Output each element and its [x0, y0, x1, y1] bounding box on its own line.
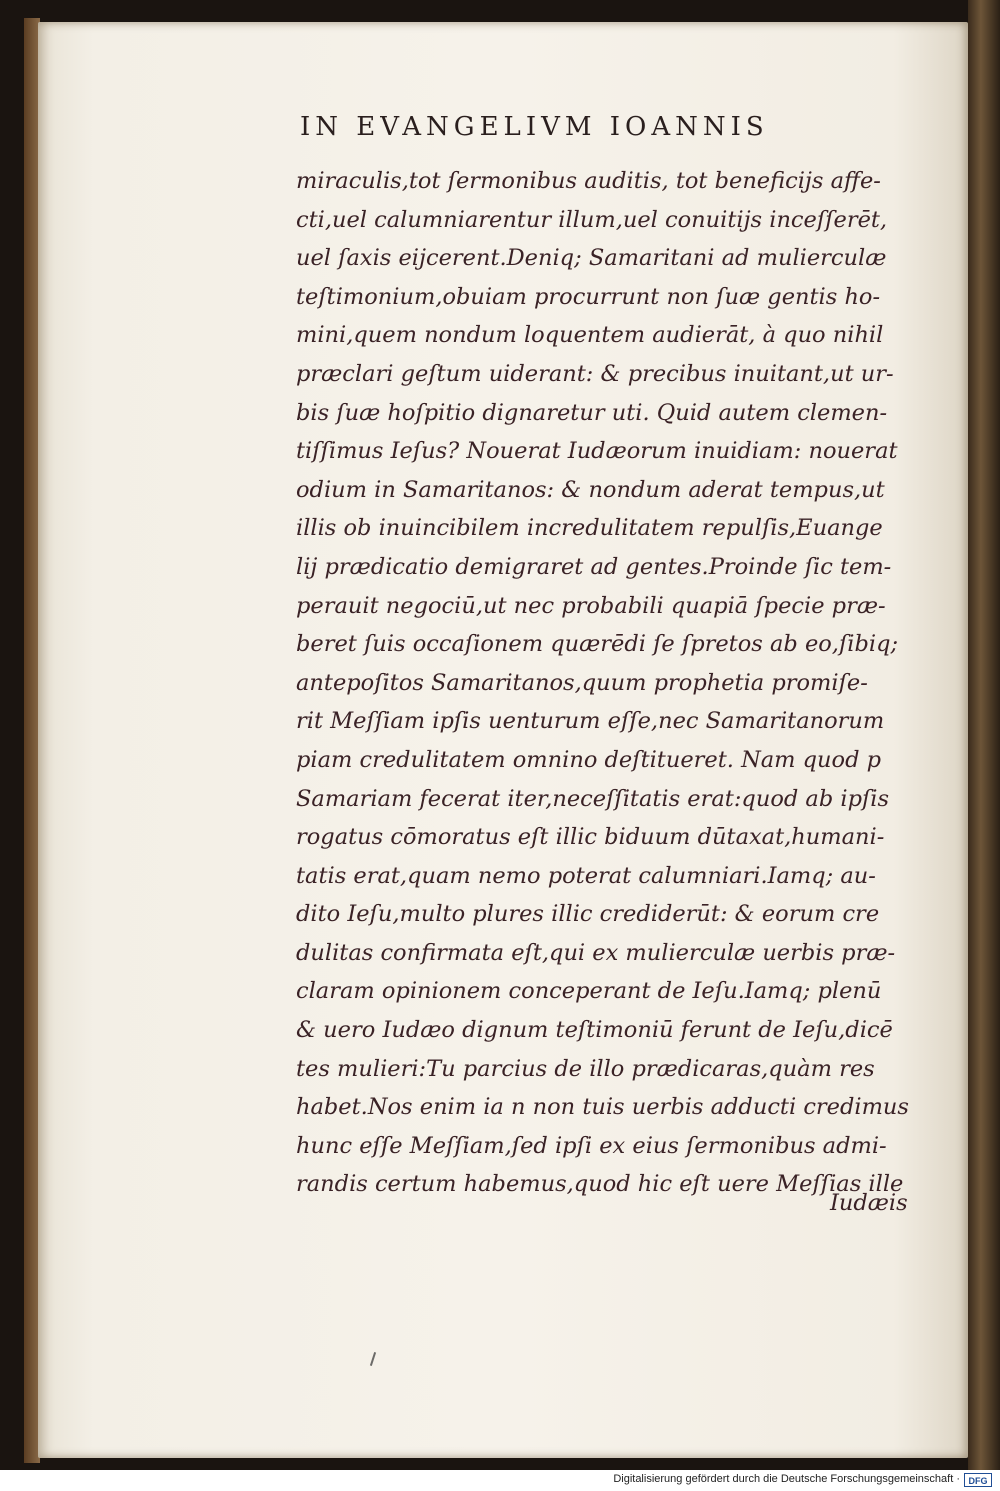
text-line: uel ſaxis eijcerent.Deniq; Samaritani ad mulierculæ	[296, 245, 887, 272]
text-line: rogatus cōmoratus eſt illic biduum dūtaxat,humani-	[296, 824, 885, 851]
text-line: tatis erat,quam nemo poterat calumniari.Iamq; au-	[296, 862, 876, 889]
dfg-logo-icon[interactable]: DFG	[964, 1473, 992, 1487]
text-line: bis ſuæ hoſpitio dignaretur uti. Quid autem clemen-	[296, 399, 888, 426]
text-line: habet.Nos enim ia n non tuis uerbis adducti credimus	[296, 1094, 909, 1121]
text-line: lij prædicatio demigraret ad gentes.Proinde ſic tem-	[296, 553, 892, 580]
text-line: Samariam fecerat iter,neceſſitatis erat:quod ab ipſis	[296, 785, 890, 812]
text-line: piam credulitatem omnino deſtitueret. Nam quod p	[296, 746, 882, 773]
running-head: IN EVANGELIVM IOANNIS	[300, 112, 769, 142]
text-line: præclari geſtum uiderant: & precibus inuitant,ut ur-	[296, 360, 894, 387]
text-line: beret ſuis occaſionem quærēdi ſe ſpretos ab eo,ſibiq;	[296, 631, 899, 658]
text-line: dulitas confirmata eſt,qui ex mulierculæ uerbis præ-	[296, 939, 896, 966]
text-line: miraculis,tot ſermonibus auditis, tot beneficijs affe-	[296, 168, 881, 194]
text-line: & uero Iudæo dignum teſtimoniū ferunt de Ieſu,dicē	[296, 1017, 893, 1044]
text-line: tiſſimus Ieſus? Nouerat Iudæorum inuidiam: nouerat	[296, 438, 898, 465]
text-line: antepoſitos Samaritanos,quum prophetia promiſe-	[296, 669, 868, 696]
text-line: rit Meſſiam ipſis uenturum eſſe,nec Samaritanorum	[296, 708, 885, 735]
footer-credit: Digitalisierung gefördert durch die Deutsche Forschungsgemeinschaft ·	[613, 1473, 960, 1485]
text-line: claram opinionem conceperant de Ieſu.Iamq; plenū	[296, 978, 882, 1005]
text-line: randis certum habemus,quod hic eſt uere Meſſias ille	[296, 1171, 904, 1198]
text-line: cti,uel calumniarentur illum,uel conuitijs inceſſerēt,	[296, 206, 888, 233]
text-line: dito Ieſu,multo plures illic crediderūt: & eorum cre	[296, 901, 880, 928]
text-line: hunc eſſe Meſſiam,ſed ipſi ex eius ſermonibus admi-	[296, 1132, 887, 1159]
text-line: odium in Samaritanos: & nondum aderat tempus,ut	[296, 476, 885, 503]
text-line: teſtimonium,obuiam procurrunt non ſuæ gentis ho-	[296, 283, 881, 310]
book-right-edge	[968, 0, 1000, 1470]
footer-bar	[0, 1470, 1000, 1491]
text-line: perauit negociū,ut nec probabili quapiā ſpecie præ-	[296, 592, 886, 619]
text-block	[296, 162, 921, 1204]
text-line: mini,quem nondum loquentem audierāt, à quo nihil	[296, 322, 884, 349]
catchword: Iudæis	[830, 1190, 908, 1216]
text-line: tes mulieri:Tu parcius de illo prædicaras,quàm res	[296, 1055, 875, 1082]
text-line: illis ob inuincibilem incredulitatem repulſis,Euange	[296, 515, 883, 542]
